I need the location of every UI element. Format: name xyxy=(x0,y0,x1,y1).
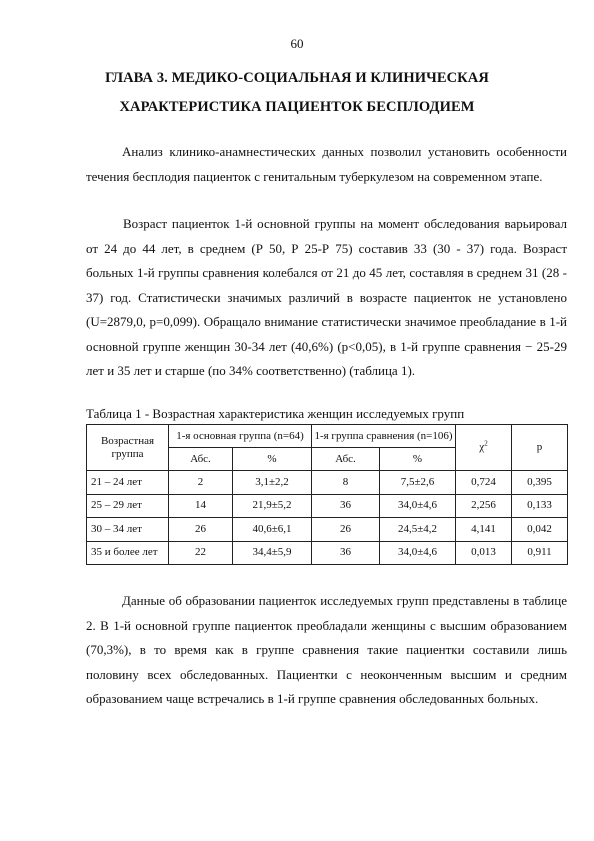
cell-p-value: 0,133 xyxy=(512,494,568,518)
table-row xyxy=(87,541,568,565)
header-main-group: 1-я основная группа (n=64) xyxy=(169,425,312,448)
cell-comp-abs: 36 xyxy=(312,494,380,518)
chapter-title xyxy=(60,64,534,122)
header-comparison-group: 1-я группа сравнения (n=106) xyxy=(312,425,456,448)
header-main-percent: % xyxy=(233,448,312,471)
cell-age-group: 21 – 24 лет xyxy=(87,471,169,495)
cell-p-value: 0,395 xyxy=(512,471,568,495)
cell-comp-abs: 36 xyxy=(312,541,380,565)
cell-comp-percent: 24,5±4,2 xyxy=(380,518,456,542)
cell-main-abs: 22 xyxy=(169,541,233,565)
table-caption: Таблица 1 - Возрастная характеристика женщин исследуемых групп xyxy=(86,406,465,421)
cell-comp-percent: 34,0±4,6 xyxy=(380,494,456,518)
cell-main-abs: 2 xyxy=(169,471,233,495)
page-number: 60 xyxy=(290,36,304,51)
cell-p-value: 0,911 xyxy=(512,541,568,565)
table-row xyxy=(87,471,568,495)
cell-comp-abs: 26 xyxy=(312,518,380,542)
cell-chi-square: 2,256 xyxy=(456,494,512,518)
table-row xyxy=(87,518,568,542)
table-header-row xyxy=(87,425,568,448)
table-row xyxy=(87,494,568,518)
cell-chi-square: 0,013 xyxy=(456,541,512,565)
cell-main-percent: 3,1±2,2 xyxy=(233,471,312,495)
chapter-title-line-2: ХАРАКТЕРИСТИКА ПАЦИЕНТОК БЕСПЛОДИЕМ xyxy=(119,99,475,115)
chi-superscript: 2 xyxy=(484,439,488,448)
cell-p-value: 0,042 xyxy=(512,518,568,542)
cell-main-abs: 26 xyxy=(169,518,233,542)
chapter-title-line-1: ГЛАВА 3. МЕДИКО-СОЦИАЛЬНАЯ И КЛИНИЧЕСКАЯ xyxy=(105,70,489,86)
cell-chi-square: 4,141 xyxy=(456,518,512,542)
chi-symbol: χ xyxy=(479,441,485,453)
cell-comp-percent: 34,0±4,6 xyxy=(380,541,456,565)
cell-comp-abs: 8 xyxy=(312,471,380,495)
header-p-value: р xyxy=(512,425,568,471)
header-comp-percent: % xyxy=(380,448,456,471)
cell-main-percent: 40,6±6,1 xyxy=(233,518,312,542)
paragraph-age: Возраст пациенток 1-й основной группы на момент обследования варьировал от 24 до 44 лет, в среднем (Р 50, Р 25-Р 75) составив 33 (30 - 37) года. Возраст больных 1-й группы сравнения колебался от 21 до 45 лет, составляя в среднем 31 (28 - 37) год. Статистически значимых различий в возрасте пациенток не установлено (U=2879,0, р=0,099). Обращало внимание статистически значимое преобладание в 1-й основной группе женщин 30-34 лет (40,6%) (р<0,05), в 1-й группе сравнения − 25-29 лет и 35 лет и старше (по 34% соответственно) (таблица 1). xyxy=(86,216,567,378)
cell-main-percent: 34,4±5,9 xyxy=(233,541,312,565)
header-chi-square xyxy=(456,425,512,471)
cell-chi-square: 0,724 xyxy=(456,471,512,495)
cell-main-abs: 14 xyxy=(169,494,233,518)
age-characteristics-table xyxy=(86,424,568,565)
paragraph-education: Данные об образовании пациенток исследуемых групп представлены в таблице 2. В 1-й основной группе пациенток преобладали женщины с высшим образованием (70,3%), в то время как в группе сравнения такие пациентки составили лишь половину всех обследованных. Пациентки с неоконченным высшим и средним образованием чаще встречались в 1-й группе сравнения обследованных больных. xyxy=(86,593,567,706)
header-main-abs: Абс. xyxy=(169,448,233,471)
cell-age-group: 35 и более лет xyxy=(87,541,169,565)
cell-age-group: 30 – 34 лет xyxy=(87,518,169,542)
paragraph-analysis: Анализ клинико-анамнестических данных позволил установить особенности течения бесплодия пациенток с генитальным туберкулезом на современном этапе. xyxy=(86,144,567,184)
cell-main-percent: 21,9±5,2 xyxy=(233,494,312,518)
cell-age-group: 25 – 29 лет xyxy=(87,494,169,518)
cell-comp-percent: 7,5±2,6 xyxy=(380,471,456,495)
header-comp-abs: Абс. xyxy=(312,448,380,471)
header-age-group: Возрастная группа xyxy=(87,425,169,471)
